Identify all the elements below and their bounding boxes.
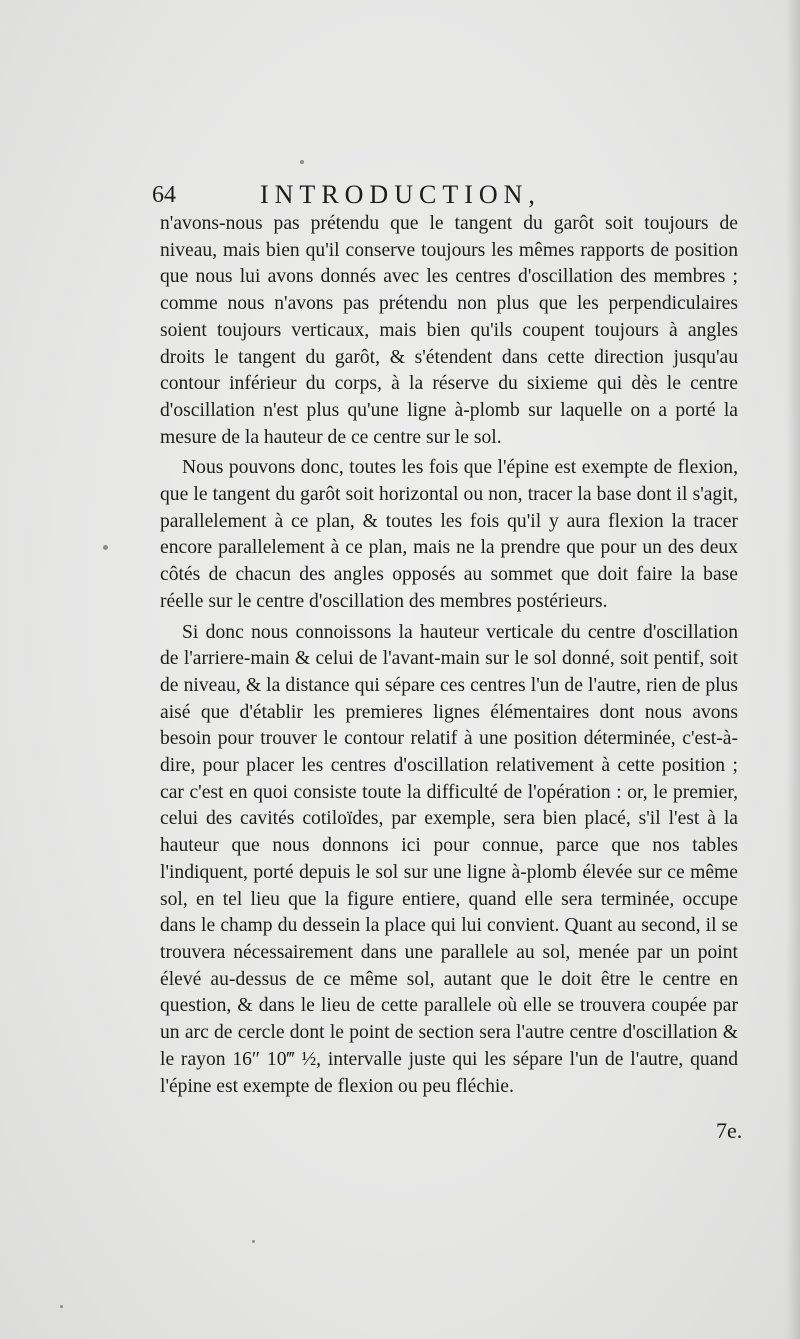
paper-speck (103, 545, 108, 550)
paragraph: n'avons-nous pas prétendu que le tangent du garôt soit toujours de niveau, mais bien qu'il conserve toujours les mêmes rapports de position que nous lui avons donnés avec les centres d'oscillation des membres ; comme nous n'avons pas prétendu non plus que les perpendiculaires soient toujours verticaux, mais bien qu'ils coupent toujours à angles droits le tangent du garôt, & s'étendent dans cette direction jusqu'au contour inférieur du corps, à la réserve du sixieme qui dès le centre d'oscillation n'est plus qu'une ligne à-plomb sur laquelle on a porté la mesure de la hauteur de ce centre sur le sol. (160, 213, 738, 448)
page-edge-shadow (786, 0, 800, 1339)
paragraph: Nous pouvons donc, toutes les fois que l'épine est exempte de flexion, que le tangent du garôt soit horizontal ou non, tracer la base dont il s'agit, parallelement à ce plan, & toutes les fois qu'il y aura flexion la tracer encore parallelement à ce plan, mais ne la prendre que pour un des deux côtés de chacun des angles opposés au sommet que doit faire la base réelle sur le centre d'oscillation des membres postérieurs. (160, 457, 738, 612)
paper-speck (300, 160, 304, 164)
body-text (160, 211, 738, 1100)
catchword: 7e. (716, 1118, 743, 1143)
page-number: 64 (152, 182, 176, 208)
running-head: INTRODUCTION, (260, 180, 541, 209)
paper-speck (60, 1305, 63, 1308)
paper-speck (252, 1240, 255, 1243)
paragraph: Si donc nous connoissons la hauteur verticale du centre d'oscillation de l'arriere-main & celui de l'avant-main sur le sol donné, soit pentif, soit de niveau, & la distance qui sépare ces centres l'un de l'autre, rien de plus aisé que d'établir les premieres lignes élémentaires dont nous avons besoin pour trouver le contour relatif à une position déterminée, c'est-à-dire, pour placer les centres d'oscillation relativement à cette position ; car c'est en quoi consiste toute la difficulté de l'opération : or, le premier, celui des cavités cotiloïdes, par exemple, sera bien placé, s'il l'est à la hauteur que nous donnons ici pour connue, parce que nos tables l'indiquent, porté depuis le sol sur une ligne à-plomb élevée sur ce même sol, en tel lieu que la figure entiere, quand elle sera terminée, occupe dans le champ du dessein la place qui lui convient. Quant au second, il se trouvera nécessairement dans une parallele au sol, menée par un point élevé au-dessus de ce même sol, autant que le doit être le centre en question, & dans le lieu de cette parallele où elle se trouvera coupée par un arc de cercle dont le point de section sera l'autre centre d'oscillation & le rayon 16″ 10‴ ½, intervalle juste qui les sépare l'un de l'autre, quand l'épine est exempte de flexion ou peu fléchie. (160, 621, 738, 1097)
